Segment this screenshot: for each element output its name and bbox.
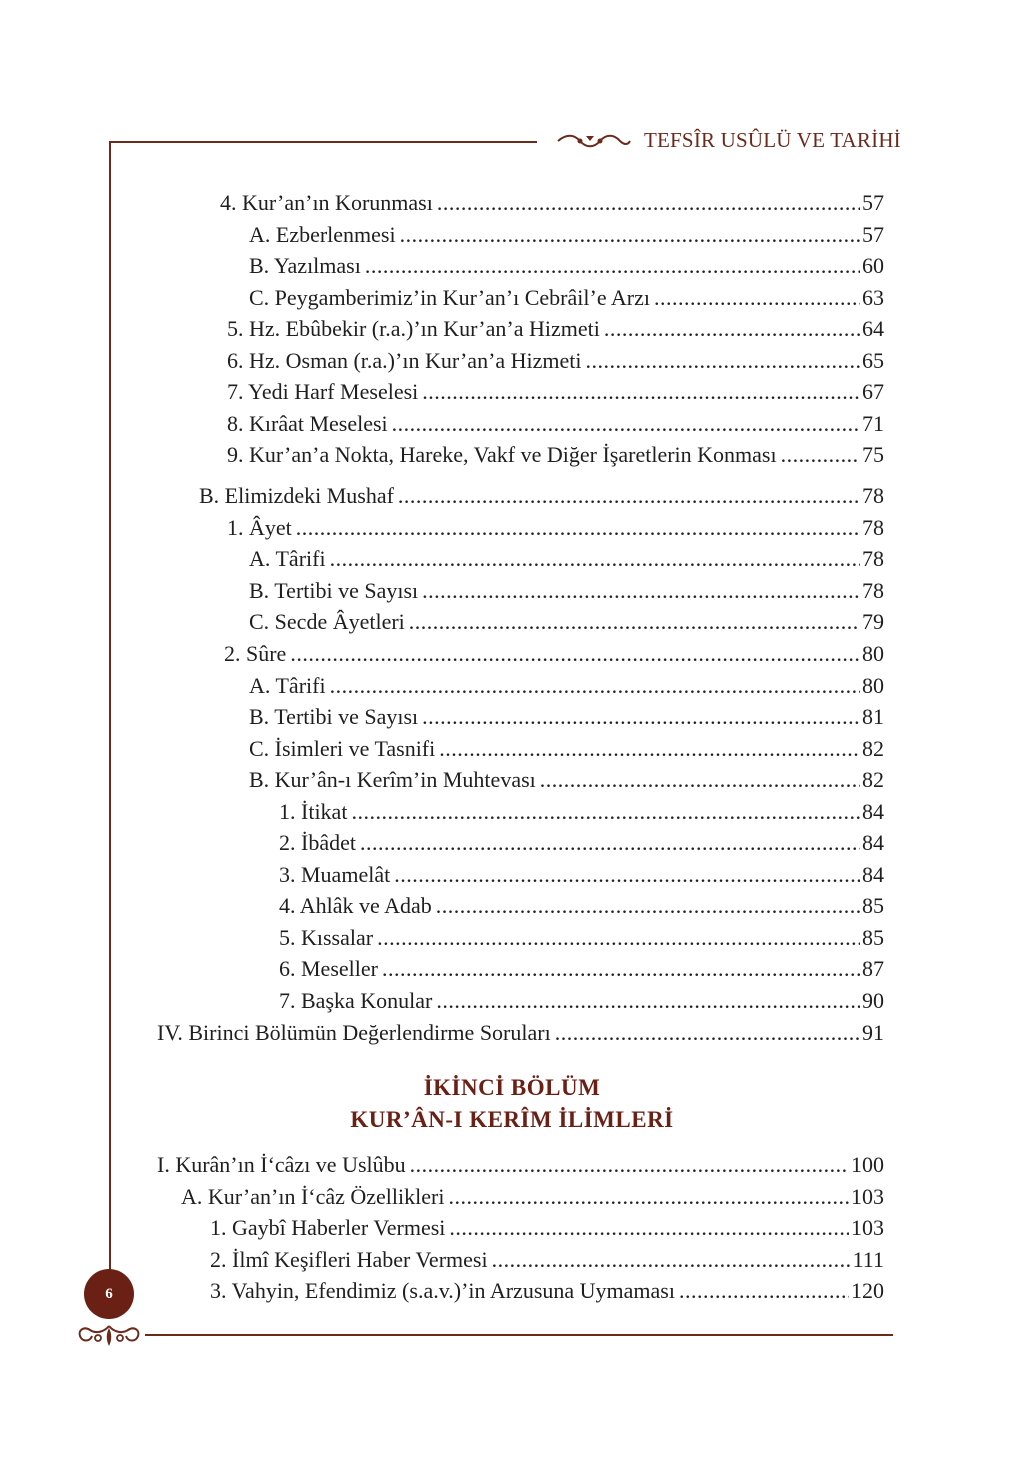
toc-leader-dots bbox=[555, 1018, 860, 1048]
toc-entry-page: 63 bbox=[862, 285, 884, 310]
toc-leader-dots bbox=[360, 828, 860, 858]
toc-entry[interactable] bbox=[249, 251, 884, 281]
toc-entry-page: 80 bbox=[862, 673, 884, 698]
toc-entry-page: 75 bbox=[862, 442, 884, 467]
toc-entry-page: 57 bbox=[862, 222, 884, 247]
toc-leader-dots bbox=[394, 860, 860, 890]
toc-leader-dots bbox=[409, 607, 860, 637]
toc-leader-dots bbox=[330, 544, 860, 574]
toc-entry[interactable] bbox=[279, 986, 884, 1016]
frame-bottom-rule bbox=[145, 1334, 893, 1336]
toc-entry[interactable] bbox=[227, 314, 884, 344]
toc-entry-label: 2. İbâdet bbox=[279, 830, 356, 855]
toc-entry-label: 8. Kırâat Meselesi bbox=[227, 411, 388, 436]
toc-leader-dots bbox=[296, 513, 860, 543]
toc-leader-dots bbox=[400, 220, 860, 250]
toc-leader-dots bbox=[410, 1150, 849, 1180]
toc-entry-page: 120 bbox=[851, 1278, 884, 1303]
toc-entry-page: 84 bbox=[862, 799, 884, 824]
section-heading-line2: KUR’ÂN-I KERÎM İLİMLERİ bbox=[350, 1107, 674, 1132]
toc-entry-page: 87 bbox=[862, 956, 884, 981]
toc-entry-label: 9. Kur’an’a Nokta, Hareke, Vakf ve Diğer İşaretlerin Konması bbox=[227, 442, 777, 467]
toc-entry-label: 4. Kur’an’ın Korunması bbox=[220, 190, 433, 215]
footer-ornament-icon bbox=[74, 1322, 144, 1348]
toc-leader-dots bbox=[439, 734, 860, 764]
toc-entry-page: 79 bbox=[862, 609, 884, 634]
toc-entry-label: A. Târifi bbox=[249, 673, 326, 698]
toc-leader-dots bbox=[351, 797, 860, 827]
toc-entry[interactable] bbox=[249, 671, 884, 701]
toc-leader-dots bbox=[377, 923, 860, 953]
toc-leader-dots bbox=[437, 188, 860, 218]
toc-entry-page: 82 bbox=[862, 767, 884, 792]
toc-entry-label: A. Kur’an’ın İ‘câz Özellikleri bbox=[181, 1184, 445, 1209]
header-ornament-icon bbox=[556, 132, 632, 150]
toc-leader-dots bbox=[436, 891, 860, 921]
toc-entry[interactable] bbox=[279, 923, 884, 953]
toc-leader-dots bbox=[422, 702, 860, 732]
toc-entry-label: B. Yazılması bbox=[249, 253, 361, 278]
toc-entry-label: 3. Vahyin, Efendimiz (s.a.v.)’in Arzusuna Uymaması bbox=[210, 1278, 675, 1303]
toc-entry[interactable] bbox=[279, 797, 884, 827]
toc-entry-label: C. Peygamberimiz’in Kur’an’ı Cebrâil’e Arzı bbox=[249, 285, 650, 310]
toc-entry-label: 7. Yedi Harf Meselesi bbox=[227, 379, 419, 404]
toc-entry-page: 103 bbox=[851, 1184, 884, 1209]
toc-entry[interactable] bbox=[249, 544, 884, 574]
toc-entry[interactable] bbox=[279, 860, 884, 890]
toc-entry-page: 90 bbox=[862, 988, 884, 1013]
toc-entry-page: 81 bbox=[862, 704, 884, 729]
toc-entry[interactable] bbox=[227, 409, 884, 439]
toc-entry-page: 57 bbox=[862, 190, 884, 215]
toc-leader-dots bbox=[382, 954, 860, 984]
toc-entry-label: 1. İtikat bbox=[279, 799, 348, 824]
toc-entry[interactable] bbox=[249, 576, 884, 606]
toc-leader-dots bbox=[422, 377, 860, 407]
toc-entry-page: 103 bbox=[851, 1215, 884, 1240]
toc-entry-label: A. Târifi bbox=[249, 546, 326, 571]
toc-entry-label: 7. Başka Konular bbox=[279, 988, 433, 1013]
toc-entry-label: 2. Sûre bbox=[224, 641, 287, 666]
toc-entry-page: 85 bbox=[862, 893, 884, 918]
toc-entry-page: 78 bbox=[862, 483, 884, 508]
toc-leader-dots bbox=[392, 409, 860, 439]
toc-entry-page: 78 bbox=[862, 546, 884, 571]
toc-entry[interactable] bbox=[279, 954, 884, 984]
toc-entry-label: C. Secde Âyetleri bbox=[249, 609, 405, 634]
toc-entry-page: 82 bbox=[862, 736, 884, 761]
toc-entry-label: I. Kurân’ın İ‘câzı ve Uslûbu bbox=[157, 1152, 406, 1177]
toc-entry-label: 5. Hz. Ebûbekir (r.a.)’ın Kur’an’a Hizmeti bbox=[227, 316, 600, 341]
toc-entry-label: 6. Meseller bbox=[279, 956, 378, 981]
toc-entry-label: B. Kur’ân-ı Kerîm’in Muhtevası bbox=[249, 767, 536, 792]
toc-entry[interactable] bbox=[199, 481, 884, 511]
toc-entry-page: 71 bbox=[862, 411, 884, 436]
toc-entry[interactable] bbox=[227, 346, 884, 376]
toc-leader-dots bbox=[604, 314, 860, 344]
toc-leader-dots bbox=[330, 671, 860, 701]
toc-entry-page: 91 bbox=[862, 1020, 884, 1045]
toc-entry-label: B. Elimizdeki Mushaf bbox=[199, 483, 394, 508]
toc-entry-label: 1. Âyet bbox=[227, 515, 292, 540]
toc-entry-page: 85 bbox=[862, 925, 884, 950]
toc-entry[interactable] bbox=[249, 607, 884, 637]
toc-entry-page: 65 bbox=[862, 348, 884, 373]
toc-leader-dots bbox=[679, 1276, 849, 1306]
toc-entry[interactable] bbox=[249, 220, 884, 250]
toc-entry[interactable] bbox=[210, 1276, 884, 1306]
toc-entry-label: A. Ezberlenmesi bbox=[249, 222, 396, 247]
toc-entry-label: 2. İlmî Keşifleri Haber Vermesi bbox=[210, 1247, 488, 1272]
toc-leader-dots bbox=[492, 1245, 851, 1275]
toc-entry-page: 84 bbox=[862, 830, 884, 855]
toc-entry[interactable] bbox=[279, 891, 884, 921]
toc-entry[interactable] bbox=[224, 639, 884, 669]
toc-entry-label: B. Tertibi ve Sayısı bbox=[249, 578, 419, 603]
page-number-badge: 6 bbox=[84, 1269, 134, 1319]
toc-entry-label: 6. Hz. Osman (r.a.)’ın Kur’an’a Hizmeti bbox=[227, 348, 582, 373]
toc-entry-label: 5. Kıssalar bbox=[279, 925, 374, 950]
toc-entry-label: 4. Ahlâk ve Adab bbox=[279, 893, 432, 918]
toc-entry-label: B. Tertibi ve Sayısı bbox=[249, 704, 419, 729]
toc-leader-dots bbox=[436, 986, 860, 1016]
toc-entry[interactable] bbox=[249, 283, 884, 313]
toc-leader-dots bbox=[365, 251, 860, 281]
running-header-title: TEFSÎR USÛLÜ VE TARİHİ bbox=[644, 128, 901, 152]
toc-leader-dots bbox=[586, 346, 860, 376]
toc-entry-page: 64 bbox=[862, 316, 884, 341]
toc-entry-page: 84 bbox=[862, 862, 884, 887]
toc-leader-dots bbox=[449, 1213, 849, 1243]
toc-entry-page: 67 bbox=[862, 379, 884, 404]
toc-leader-dots bbox=[654, 283, 860, 313]
toc-entry-label: IV. Birinci Bölümün Değerlendirme Soruları bbox=[157, 1020, 551, 1045]
toc-entry-page: 78 bbox=[862, 515, 884, 540]
toc-entry[interactable] bbox=[210, 1213, 884, 1243]
toc-leader-dots bbox=[540, 765, 860, 795]
toc-leader-dots bbox=[422, 576, 860, 606]
toc-leader-dots bbox=[398, 481, 860, 511]
toc-entry[interactable] bbox=[210, 1245, 884, 1275]
toc-entry[interactable] bbox=[220, 188, 884, 218]
toc-entry[interactable] bbox=[157, 1150, 884, 1180]
toc-leader-dots bbox=[290, 639, 860, 669]
toc-entry[interactable] bbox=[181, 1182, 884, 1212]
toc-leader-dots bbox=[448, 1182, 849, 1212]
toc-entry[interactable] bbox=[279, 828, 884, 858]
toc-entry-page: 100 bbox=[851, 1152, 884, 1177]
toc-entry-page: 111 bbox=[852, 1247, 884, 1272]
frame-top-rule bbox=[109, 141, 537, 143]
toc-entry-label: 3. Muamelât bbox=[279, 862, 391, 887]
toc-entry[interactable] bbox=[249, 765, 884, 795]
toc-entry-page: 78 bbox=[862, 578, 884, 603]
toc-entry[interactable] bbox=[227, 377, 884, 407]
toc-entry-page: 80 bbox=[862, 641, 884, 666]
toc-entry[interactable] bbox=[227, 513, 884, 543]
toc-entry[interactable] bbox=[249, 702, 884, 732]
toc-entry-page: 60 bbox=[862, 253, 884, 278]
toc-leader-dots bbox=[781, 440, 860, 470]
toc-entry[interactable] bbox=[227, 440, 884, 470]
toc-entry[interactable] bbox=[249, 734, 884, 764]
section-heading-line1: İKİNCİ BÖLÜM bbox=[423, 1075, 601, 1100]
toc-entry-label: C. İsimleri ve Tasnifi bbox=[249, 736, 436, 761]
toc-entry[interactable] bbox=[157, 1018, 884, 1048]
toc-entry-label: 1. Gaybî Haberler Vermesi bbox=[210, 1215, 446, 1240]
